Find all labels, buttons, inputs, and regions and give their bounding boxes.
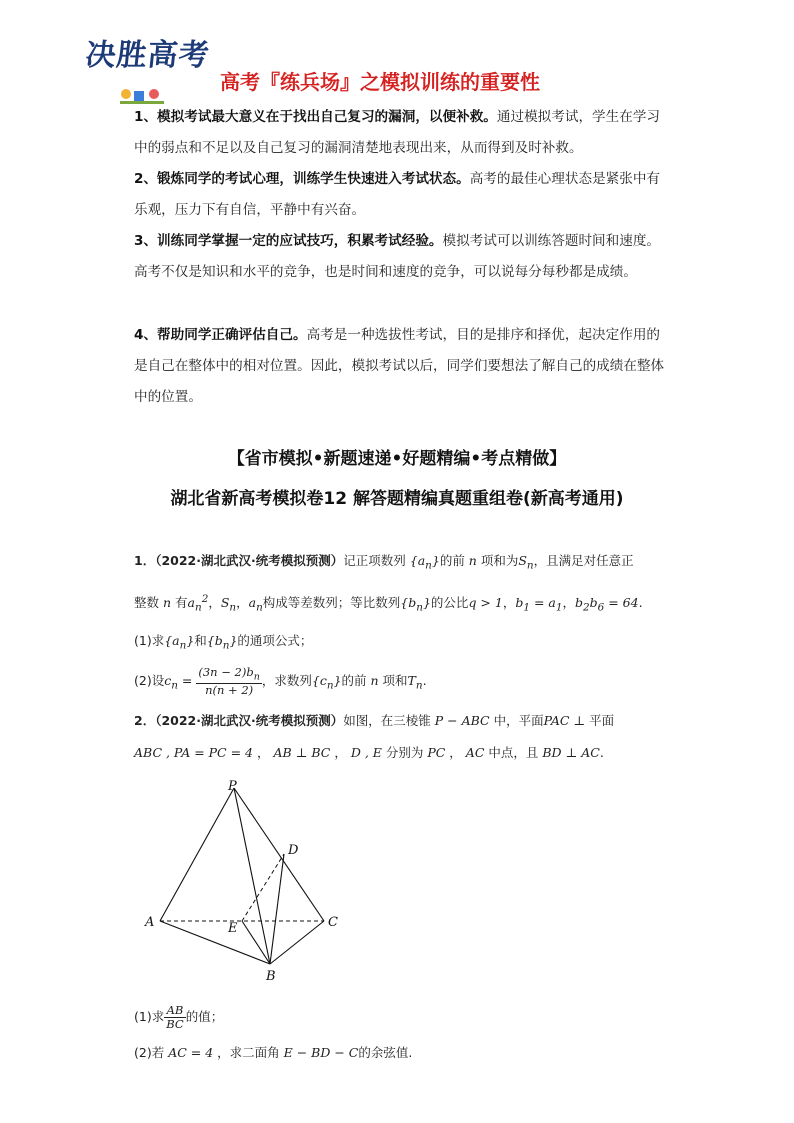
q1-math: q > 1 (468, 595, 503, 611)
q2-text: ，求二面角 (217, 1045, 280, 1060)
q1-text: 整数 (134, 595, 160, 611)
label-P: P (228, 779, 237, 794)
q1-math: $b_1 = a_1$ (515, 595, 563, 614)
point-2 (134, 164, 666, 226)
q2-part1 (134, 1004, 674, 1031)
label-C: C (328, 915, 338, 930)
q1-text: ，求数列 (261, 673, 312, 689)
q1-math: $T_n$ (407, 673, 423, 692)
q2-text: 中，平面 (493, 713, 544, 728)
q2-math: AC (461, 745, 489, 760)
label-B: B (266, 969, 276, 984)
q1-math: $\{c_n\}$ (311, 673, 342, 692)
label-A: A (145, 915, 155, 930)
q2-math: E − BD − C (279, 1045, 359, 1060)
q2-fraction: $\frac{AB}{BC}$ (166, 1003, 184, 1031)
q2-text: ， (256, 745, 270, 760)
point-4-body: 高考是一种选拔性考试，目的是排序和择优，起决定作用的是自己在整体中的相对位置。因此，模拟考试以后，同学们要想法了解自己的成绩在整体中的位置。 (134, 327, 665, 405)
q2-text: 如图，在三棱锥 (343, 713, 431, 728)
q2-math: AB ⊥ BC (269, 745, 335, 760)
point-2-body: 高考的最佳心理状态是紧张中有乐观，压力下有自信，平静中有兴奋。 (134, 171, 661, 218)
q1-part2 (134, 666, 674, 697)
q2-text: 中点，且 (488, 745, 539, 760)
q2-math: D , E (346, 745, 386, 760)
q1-text: 记正项数列 (343, 553, 406, 568)
q1-math: n (366, 673, 383, 689)
label-E: E (228, 921, 238, 936)
edge-ED-hidden (242, 854, 284, 921)
q1-math: $\{a_n\}$ (409, 553, 440, 572)
exam-title: 湖北省新高考模拟卷12 解答题精编真题重组卷(新高考通用) (170, 489, 624, 509)
q1-text: ， (502, 595, 516, 611)
q2-math: AC = 4 (164, 1045, 218, 1060)
q1-text: 和 (194, 633, 207, 648)
label-D: D (288, 843, 299, 858)
q1-line2: 整数 n 有$a_n^2$，$S_n$，$a_n$构成等差数列；等比数列$\{b_n\}$的公比q > 1，$b_1 = a_1$，$b_2b_6 = 64$. (134, 593, 643, 614)
q1-math: n (464, 553, 481, 568)
q2-math: PC (423, 745, 450, 760)
edge-AB (160, 921, 270, 964)
q1-math: $b_2b_6 = 64$ (574, 595, 639, 614)
q2-math: PAC ⊥ (543, 713, 590, 728)
q1-fraction: $\frac{(3n - 2)b_n}{n(n + 2)}$ (198, 665, 260, 698)
q1-math: $\{a_n\}$ (164, 633, 195, 652)
q1-math: $\{b_n\}$ (400, 595, 431, 614)
q1-source: 1．（2022·湖北武汉·统考模拟预测） (134, 553, 344, 568)
q1-math: $S_n$ (518, 553, 534, 572)
q2-text: 的余弦值. (358, 1045, 413, 1060)
point-2-heading: 2、锻炼同学的考试心理，训练学生快速进入考试状态。 (134, 171, 470, 187)
point-3 (134, 226, 666, 288)
q1-math: $S_n$ (220, 595, 237, 614)
point-3-body: 模拟考试可以训练答题时间和速度。高考不仅是知识和水平的竞争，也是时间和速度的竞争，可以说每分每秒都是成绩。 (134, 233, 661, 280)
q1-math: $a_n$ (248, 595, 263, 614)
q2-text: (2)若 (134, 1045, 165, 1060)
section-banner: 【省市模拟•新题速递•好题精编•考点精做】 (227, 449, 567, 469)
q1-text: ， (562, 595, 575, 611)
q1-math: n (159, 595, 176, 611)
q2-math: P − ABC (430, 713, 494, 728)
q1-text: 的公比 (430, 595, 469, 611)
q2-text: 分别为 (385, 745, 424, 760)
q1-text: (2)设 (134, 673, 165, 689)
q1-text: 项和为 (480, 553, 519, 568)
q2-line2: ABC , PA = PC = 4 ， AB ⊥ BC ， D , E 分别为 PC ， AC 中点，且 BD ⊥ AC. (134, 745, 604, 760)
q1-math: $\{b_n\}$ (206, 633, 238, 652)
logo: 决胜高考 (83, 38, 212, 73)
q1-math: $a_n^2$ (187, 593, 209, 614)
q2-part2 (134, 1044, 674, 1062)
point-4 (134, 320, 666, 413)
edge-BD (270, 854, 284, 964)
q2-text: ， (449, 745, 462, 760)
q2-text: (1)求 (134, 1009, 165, 1024)
q1-text: ，且满足对任意正 (533, 553, 634, 568)
q1-line1 (134, 552, 674, 575)
edge-BC (270, 921, 324, 964)
edge-PA (160, 788, 234, 921)
q1-text: 项和 (382, 673, 408, 689)
q1-text: 构成等差数列；等比数列 (262, 595, 401, 611)
q1-text: 的前 (341, 673, 367, 689)
point-1 (134, 102, 666, 164)
point-1-heading: 1、模拟考试最大意义在于找出自己复习的漏洞，以便补救。 (134, 109, 497, 125)
q2-math: BD ⊥ AC (538, 745, 600, 760)
q2-text: 平面 (589, 713, 615, 728)
point-3-heading: 3、训练同学掌握一定的应试技巧，积累考试经验。 (134, 233, 443, 249)
q2-text: ， (334, 745, 347, 760)
q1-text: 的通项公式； (237, 633, 313, 648)
q1-math: $c_n$ = (164, 673, 197, 692)
q2-source: 2．（2022·湖北武汉·统考模拟预测） (134, 713, 344, 728)
q2-math: ABC , PA = PC = 4 (134, 745, 257, 760)
q1-part1 (134, 632, 674, 655)
q2-text: 的值； (185, 1009, 224, 1024)
point-4-heading: 4、帮助同学正确评估自己。 (134, 327, 307, 343)
point-1-body: 通过模拟考试，学生在学习中的弱点和不足以及自己复习的漏洞清楚地表现出来，从而得到及时补救。 (134, 109, 661, 156)
page-title: 高考『练兵场』之模拟训练的重要性 (220, 70, 540, 94)
q1-text: 的前 (439, 553, 465, 568)
q1-text: . (422, 673, 427, 689)
q1-text: (1)求 (134, 633, 165, 648)
q1-text: 有 (175, 595, 188, 611)
q2-line1 (134, 712, 674, 730)
tetrahedron-figure (140, 776, 360, 986)
